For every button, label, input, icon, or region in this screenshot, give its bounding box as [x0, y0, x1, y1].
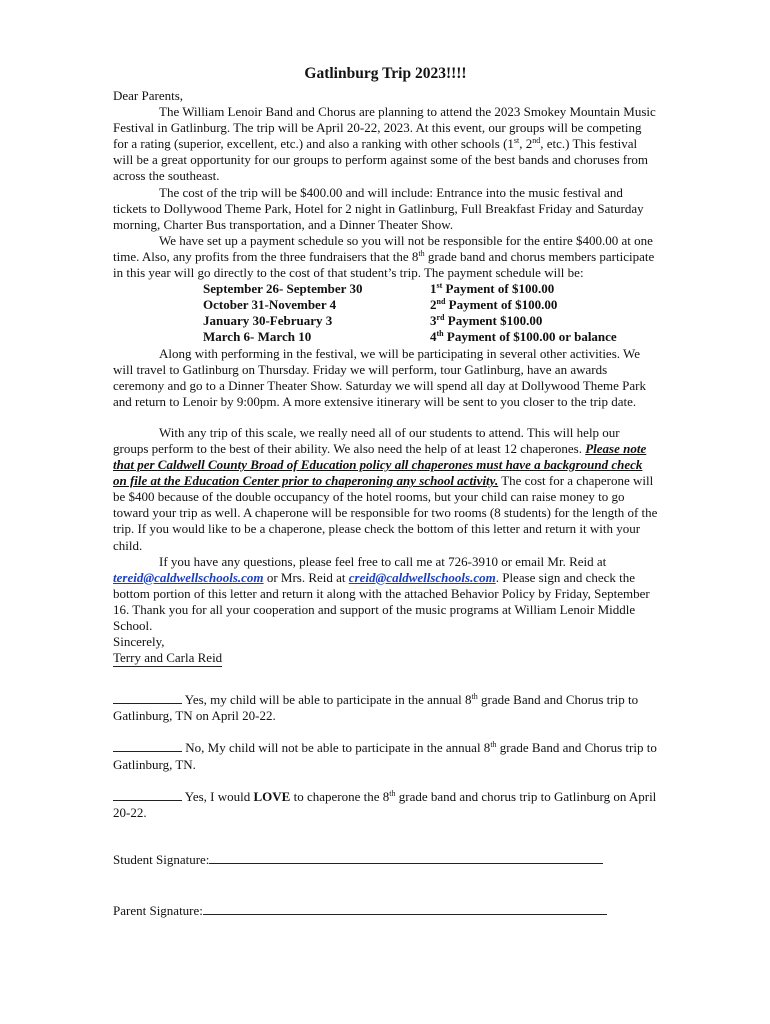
superscript: st: [513, 136, 520, 146]
payment-amount: Payment $100.00: [444, 313, 543, 329]
schedule-payment: [430, 313, 542, 329]
option-text: Yes, I would: [182, 788, 254, 804]
superscript: th: [389, 788, 396, 798]
paragraph-text: . Please sign and check the bottom portion of this letter and return it along with the attached Behavior Policy by Friday, September 16. Thank you for all your cooperation and support of the music programs at William Lenoir Middle School.: [113, 569, 650, 634]
superscript: th: [490, 740, 497, 750]
signers-name: Terry and Carla Reid: [113, 650, 223, 666]
checkbox-line-chaperone[interactable]: [113, 789, 182, 801]
email-link-mrs-reid[interactable]: creid@caldwellschools.com: [348, 569, 496, 585]
option-text: grade band and chorus trip to Gatlinburg on April 20-22.: [113, 788, 657, 820]
option-yes-participate: [113, 692, 658, 724]
policy-notice: Please note that per Caldwell County Broad of Education policy all chaperones must have a background check on file at the Education Center prior to chaperoning any school activity.: [113, 440, 647, 489]
love-emphasis: LOVE: [253, 788, 291, 804]
payment-amount: Payment of $100.00: [445, 297, 558, 313]
schedule-payment: [430, 281, 554, 297]
payment-number: 1: [430, 281, 437, 297]
schedule-payment: [430, 329, 617, 345]
payment-number: 2: [430, 297, 437, 313]
paragraph-text: With any trip of this scale, we really need all of our students to attend. This will help our groups perform to the best of their ability. We also need the help of at least 12 chaperones.: [113, 424, 620, 456]
parent-signature: [113, 902, 658, 919]
payment-number: 3: [430, 313, 437, 329]
paragraph-chaperones: [113, 425, 658, 554]
option-chaperone: [113, 789, 658, 821]
paragraph-text: The cost for a chaperone will be $400 because of the double occupancy of the hotel rooms, but your child can raise money to go toward your trip as well. A chaperone will be responsible for two rooms (8 students) for the length of the trip. If you would like to be a chaperone, please check the bottom of this letter and return it with your child.: [113, 473, 658, 553]
schedule-payment: [430, 297, 557, 313]
paragraph-payment: [113, 233, 658, 281]
paragraph-contact: [113, 554, 658, 634]
letter-title: Gatlinburg Trip 2023!!!!: [304, 65, 467, 82]
paragraph-text: , etc.) This festival will be a great opportunity for our groups to perform against some of the best bands and choruses from across the southeast.: [113, 136, 649, 184]
option-text: Yes, my child will be able to participate in the annual 8: [182, 692, 472, 708]
superscript: st: [436, 281, 443, 291]
student-signature-label: Student Signature:: [113, 851, 210, 867]
permission-form: [113, 692, 658, 919]
paragraph-text: grade band and chorus members participate in this year will go directly to the cost of that student’s trip. The payment schedule will be:: [113, 248, 655, 281]
letter-page: [113, 64, 658, 919]
student-signature: [113, 851, 658, 868]
paragraph-text: We have set up a payment schedule so you will not be responsible for the entire $400.00 at one time. Also, any profits from the three fundraisers that the 8: [113, 232, 653, 264]
schedule-row: [113, 297, 658, 313]
superscript: nd: [436, 297, 446, 307]
schedule-dates: October 31-November 4: [203, 297, 337, 313]
superscript: nd: [532, 136, 541, 146]
student-signature-line[interactable]: [209, 851, 603, 864]
schedule-dates: September 26- September 30: [203, 281, 363, 297]
option-text: grade Band and Chorus trip to Gatlinburg, TN on April 20-22.: [113, 692, 639, 724]
option-text: grade Band and Chorus trip to Gatlinburg, TN.: [113, 740, 657, 772]
parent-signature-line[interactable]: [203, 902, 607, 915]
superscript: th: [471, 692, 478, 702]
superscript: th: [436, 329, 444, 339]
checkbox-line-no[interactable]: [113, 740, 182, 752]
schedule-row: [113, 281, 658, 297]
email-link-mr-reid[interactable]: tereid@caldwellschools.com: [113, 569, 264, 585]
closing: Sincerely,: [113, 634, 165, 650]
schedule-dates: January 30-February 3: [203, 313, 333, 329]
payment-schedule: [113, 281, 658, 345]
schedule-row: [113, 329, 658, 345]
paragraph-text: The William Lenoir Band and Chorus are planning to attend the 2023 Smokey Mountain Music Festival in Gatlinburg. The trip will be April 20-22, 2023. At this event, our groups will be competing for a rating (superior, excellent, etc.) and also a ranking with other schools (1: [113, 104, 656, 152]
paragraph-text: or Mrs. Reid at: [263, 569, 349, 585]
paragraph-text: , 2: [519, 136, 533, 152]
paragraph-gap: [113, 410, 658, 425]
signers: [113, 650, 658, 666]
option-text: to chaperone the 8: [290, 788, 390, 804]
parent-signature-label: Parent Signature:: [113, 902, 203, 918]
schedule-dates: March 6- March 10: [203, 329, 312, 345]
superscript: th: [418, 248, 425, 258]
option-text: No, My child will not be able to participate in the annual 8: [182, 740, 491, 756]
option-no-participate: [113, 740, 658, 772]
payment-amount: Payment of $100.00: [442, 281, 555, 297]
payment-number: 4: [430, 329, 437, 345]
paragraph-activities: Along with performing in the festival, we will be participating in several other activities. We will travel to Gatlinburg on Thursday. Friday we will perform, tour Gatlinburg, have an awards ceremony and go to a Dinner Theater Show. Saturday we will spend all day at Dollywood Theme Park and return to Lenoir by 9:00pm. A more extensive itinerary will be sent to you closer to the trip date.: [113, 345, 646, 409]
superscript: rd: [436, 313, 445, 323]
checkbox-line-yes[interactable]: [113, 692, 182, 704]
payment-amount: Payment of $100.00 or balance: [443, 329, 617, 345]
greeting: Dear Parents,: [113, 88, 184, 103]
schedule-row: [113, 313, 658, 329]
paragraph-festival: [113, 104, 658, 184]
paragraph-text: If you have any questions, please feel free to call me at 726-3910 or email Mr. Reid at: [159, 553, 607, 569]
paragraph-cost: The cost of the trip will be $400.00 and will include: Entrance into the music festival and tickets to Dollywood Theme Park, Hotel for 2 night in Gatlinburg, Full Breakfast Friday and Saturday morning, Charter Bus transportation, and a Dinner Theater Show.: [113, 184, 644, 232]
